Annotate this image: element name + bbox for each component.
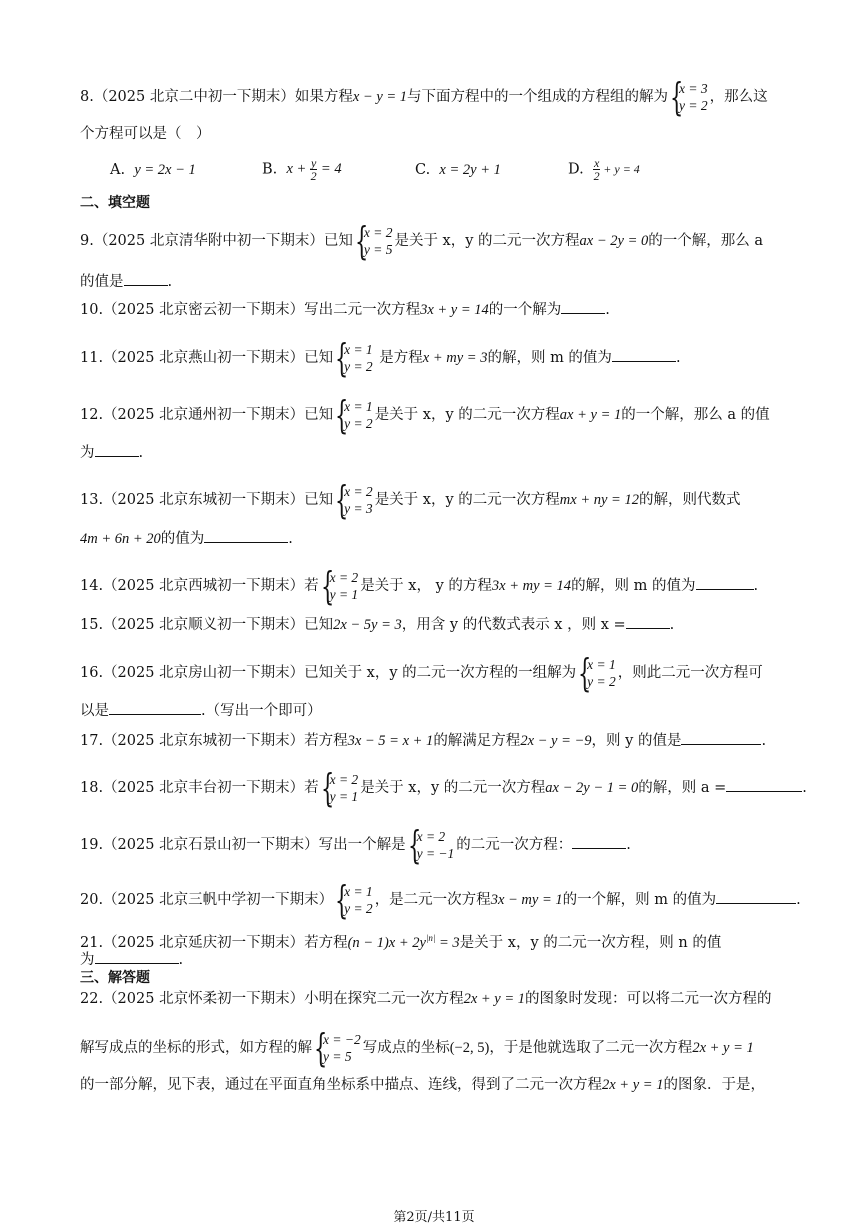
question-21-line1: 21.（2025 北京延庆初一下期末）若方程$(n - 1)x + 2y^{|n|} = 3$是关于 x，y 的二元一次方程，则 n 的值 <box>80 933 722 951</box>
q12-system: { x = 1 y = 2 <box>335 393 373 437</box>
section-heading-fill-in: 二、填空题 <box>80 195 150 211</box>
q19-answer-blank[interactable] <box>572 833 626 849</box>
page-number-footer: 第2页/共11页 <box>393 1210 475 1225</box>
q8-option-b: B. x + $\frac{y}{2}$ = 4 <box>262 156 342 183</box>
q8-option-c: C. x = 2y + 1 <box>415 162 501 178</box>
question-15: 15.（2025 北京顺义初一下期末）已知2x − 5y = 3，用含 y 的代数式表示 x ，则 x = . <box>80 613 674 635</box>
question-21-line2: 为 . <box>80 948 183 970</box>
q19-system: { x = 2 y = −1 <box>407 823 455 867</box>
q12-answer-blank[interactable] <box>95 441 139 457</box>
q8-system: { x = 3 y = 2 <box>670 75 708 119</box>
q16-answer-blank[interactable] <box>109 699 201 715</box>
q13-system: { x = 2 y = 3 <box>335 478 373 522</box>
question-20: 20.（2025 北京三帆中学初一下期末） { x = 1 y = 2 ，是二元一次方程3x − my = 1的一个解，则 m 的值为 . <box>80 878 801 922</box>
q15-answer-blank[interactable] <box>626 613 670 629</box>
q8-tail: ，那么这 <box>709 89 768 105</box>
q9-answer-blank[interactable] <box>124 270 168 286</box>
question-22-line3: 的一部分解，见下表，通过在平面直角坐标系中描点、连线，得到了二元一次方程2x + y = 1的图象．于是， <box>80 1077 765 1093</box>
q20-answer-blank[interactable] <box>716 888 796 904</box>
q18-answer-blank[interactable] <box>726 776 802 792</box>
q21-answer-blank[interactable] <box>95 948 179 964</box>
q11-system: { x = 1 y = 2 <box>335 336 373 380</box>
question-8-line1 <box>80 75 768 119</box>
q16-system: { x = 1 y = 2 <box>578 651 616 695</box>
q18-system: { x = 2 y = 1 <box>320 766 359 810</box>
q11-answer-blank[interactable] <box>612 346 676 362</box>
question-8-line2: 个方程可以是（ ） <box>80 126 211 142</box>
question-22-line2: 解写成点的坐标的形式，如方程的解 { x = −2 y = 5 写成点的坐标(−2, 5)，于是他就选取了二元一次方程2x + y = 1 <box>80 1026 754 1070</box>
q8-option-a: A. y = 2x − 1 <box>110 162 196 178</box>
q14-system: { x = 2 y = 1 <box>320 564 359 608</box>
question-11: 11.（2025 北京燕山初一下期末）已知 { x = 1 y = 2 是方程x + my = 3的解，则 m 的值为 . <box>80 336 681 380</box>
section-heading-problems: 三、解答题 <box>80 970 150 986</box>
q13-answer-blank[interactable] <box>204 527 288 543</box>
question-16-line2: 以是 .（写出一个即可） <box>80 699 322 721</box>
q10-answer-blank[interactable] <box>561 298 605 314</box>
question-9-line2: 的值是 . <box>80 270 172 292</box>
question-9-line1: 9.（2025 北京清华附中初一下期末）已知 { x = 2 y = 5 是关于 x，y 的二元一次方程ax − 2y = 0的一个解，那么 a <box>80 219 764 263</box>
question-12-line1: 12.（2025 北京通州初一下期末）已知 { x = 1 y = 2 是关于 x，y 的二元一次方程ax + y = 1的一个解，那么 a 的值 <box>80 393 770 437</box>
q8-mid: 与下面方程中的一个组成的方程组的解为 <box>407 89 669 105</box>
question-13-line2: 4m + 6n + 20的值为 . <box>80 527 293 549</box>
question-13-line1: 13.（2025 北京东城初一下期末）已知 { x = 2 y = 3 是关于 x，y 的二元一次方程mx + ny = 12的解，则代数式 <box>80 478 741 522</box>
question-12-line2: 为 . <box>80 441 143 463</box>
q8-equation: x − y = 1 <box>352 89 408 105</box>
q8-lead: 8.（2025 北京二中初一下期末）如果方程 <box>80 89 353 105</box>
question-17: 17.（2025 北京东城初一下期末）若方程3x − 5 = x + 1的解满足方程2x − y = −9，则 y 的值是 . <box>80 729 766 751</box>
question-14: 14.（2025 北京西城初一下期末）若 { x = 2 y = 1 是关于 x， y 的方程3x + my = 14的解，则 m 的值为 . <box>80 564 759 608</box>
q20-system: { x = 1 y = 2 <box>335 878 373 922</box>
question-16-line1: 16.（2025 北京房山初一下期末）已知关于 x，y 的二元一次方程的一组解为 { x = 1 y = 2 ，则此二元一次方程可 <box>80 651 763 695</box>
q22-system: { x = −2 y = 5 <box>314 1026 361 1070</box>
question-10: 10.（2025 北京密云初一下期末）写出二元一次方程3x + y = 14的一个解为 . <box>80 298 610 320</box>
q9-system: { x = 2 y = 5 <box>354 219 393 263</box>
q8-option-d: D. $\frac{x}{2}$ + y = 4 <box>568 156 640 183</box>
q17-answer-blank[interactable] <box>681 729 761 745</box>
question-18: 18.（2025 北京丰台初一下期末）若 { x = 2 y = 1 是关于 x，y 的二元一次方程ax − 2y − 1 = 0的解，则 a = . <box>80 766 807 810</box>
question-19: 19.（2025 北京石景山初一下期末）写出一个解是 { x = 2 y = −1 的二元一次方程： . <box>80 823 631 867</box>
question-22-line1: 22.（2025 北京怀柔初一下期末）小明在探究二元一次方程2x + y = 1的图象时发现：可以将二元一次方程的 <box>80 991 772 1007</box>
q14-answer-blank[interactable] <box>696 574 754 590</box>
